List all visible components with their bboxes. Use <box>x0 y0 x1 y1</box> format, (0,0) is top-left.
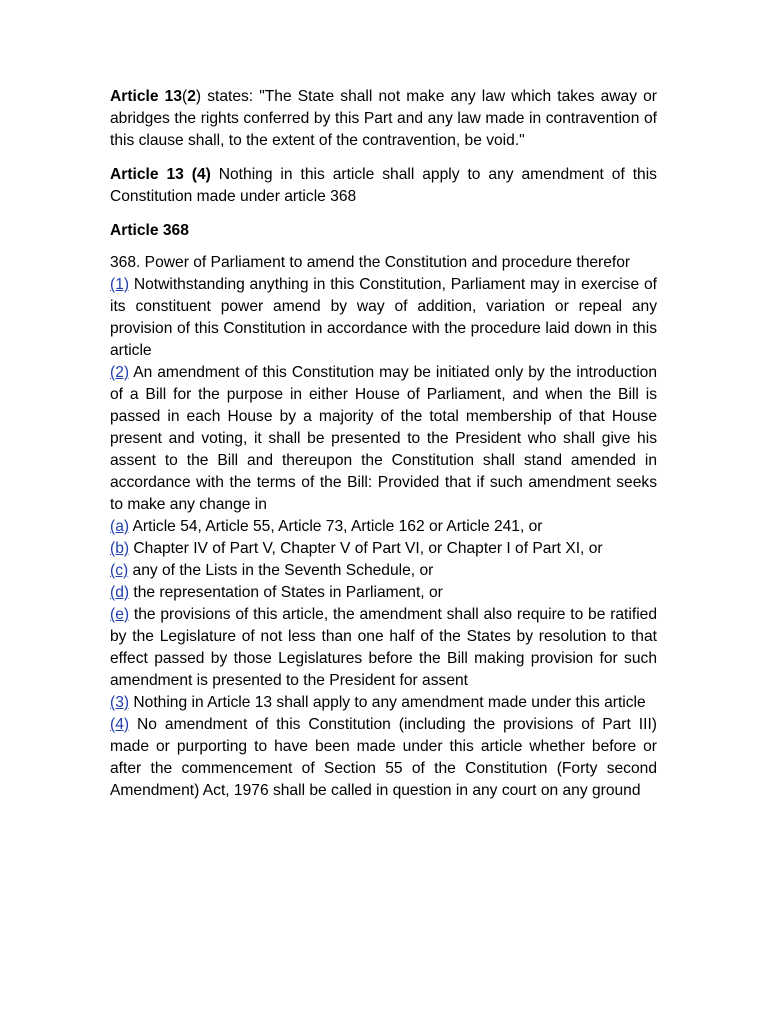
clause-2 <box>110 362 657 516</box>
clause-d-link[interactable]: (d) <box>110 584 130 601</box>
article-13-2-paren-open: ( <box>182 88 188 105</box>
clause-d <box>110 582 657 604</box>
article-13-2-text: states: "The State shall not make any law which takes away or abridges the rights conferred by this Part and any law made in contravention of this clause shall, to the extent of the contravention, be void." <box>110 88 657 149</box>
clause-4 <box>110 714 657 802</box>
clause-4-link[interactable]: (4) <box>110 716 130 733</box>
article-13-2-label: Article 13 <box>110 88 182 105</box>
article-13-2-paren-close: ) <box>195 88 202 105</box>
clause-c-link[interactable]: (c) <box>110 562 129 579</box>
clause-2-text: An amendment of this Constitution may be initiated only by the introduction of a Bill for the purpose in either House of Parliament, and when the Bill is passed in each House by a majority of the total membership of that House present and voting, it shall be presented to the President who shall give his assent to the Bill and thereupon the Constitution shall stand amended in accordance with the terms of the Bill: Provided that if such amendment seeks to make any change in <box>110 364 657 513</box>
article-368-heading: Article 368 <box>110 222 189 239</box>
clause-e-text: the provisions of this article, the amendment shall also require to be ratified by the Legislature of not less than one half of the States by resolution to that effect passed by those Legislatures before the Bill making provision for such amendment is presented to the President for assent <box>110 606 657 689</box>
article-13-4-paragraph <box>110 164 657 208</box>
clause-b <box>110 538 657 560</box>
clause-d-text: the representation of States in Parliament, or <box>129 584 443 601</box>
clause-3 <box>110 692 657 714</box>
clause-a-link[interactable]: (a) <box>110 518 130 535</box>
clause-c-text: any of the Lists in the Seventh Schedule, or <box>128 562 434 579</box>
clause-1 <box>110 274 657 362</box>
clause-4-text: No amendment of this Constitution (including the provisions of Part III) made or purporting to have been made under this article whether before or after the commencement of Section 55 of the Constitution (Forty second Amendment) Act, 1976 shall be called in question in any court on any ground <box>110 716 657 799</box>
clause-3-text: Nothing in Article 13 shall apply to any amendment made under this article <box>129 694 646 711</box>
article-368-title: 368. Power of Parliament to amend the Constitution and procedure therefor <box>110 254 631 271</box>
article-13-4-text: Nothing in this article shall apply to any amendment of this Constitution made under article 368 <box>110 166 657 205</box>
clause-1-link[interactable]: (1) <box>110 276 130 293</box>
clause-a-text: Article 54, Article 55, Article 73, Article 162 or Article 241, or <box>129 518 543 535</box>
clause-b-link[interactable]: (b) <box>110 540 130 557</box>
article-13-2-paragraph <box>110 86 657 152</box>
clause-c <box>110 560 657 582</box>
clause-e <box>110 604 657 692</box>
clause-2-link[interactable]: (2) <box>110 364 130 381</box>
clause-3-link[interactable]: (3) <box>110 694 130 711</box>
clause-e-link[interactable]: (e) <box>110 606 130 623</box>
clause-a <box>110 516 657 538</box>
clause-1-text: Notwithstanding anything in this Constitution, Parliament may in exercise of its constituent power amend by way of addition, variation or repeal any provision of this Constitution in accordance with the procedure laid down in this article <box>110 276 657 359</box>
clause-b-text: Chapter IV of Part V, Chapter V of Part VI, or Chapter I of Part XI, or <box>129 540 603 557</box>
article-13-2-number: 2 <box>187 88 196 105</box>
article-13-4-label: Article 13 (4) <box>110 166 211 183</box>
